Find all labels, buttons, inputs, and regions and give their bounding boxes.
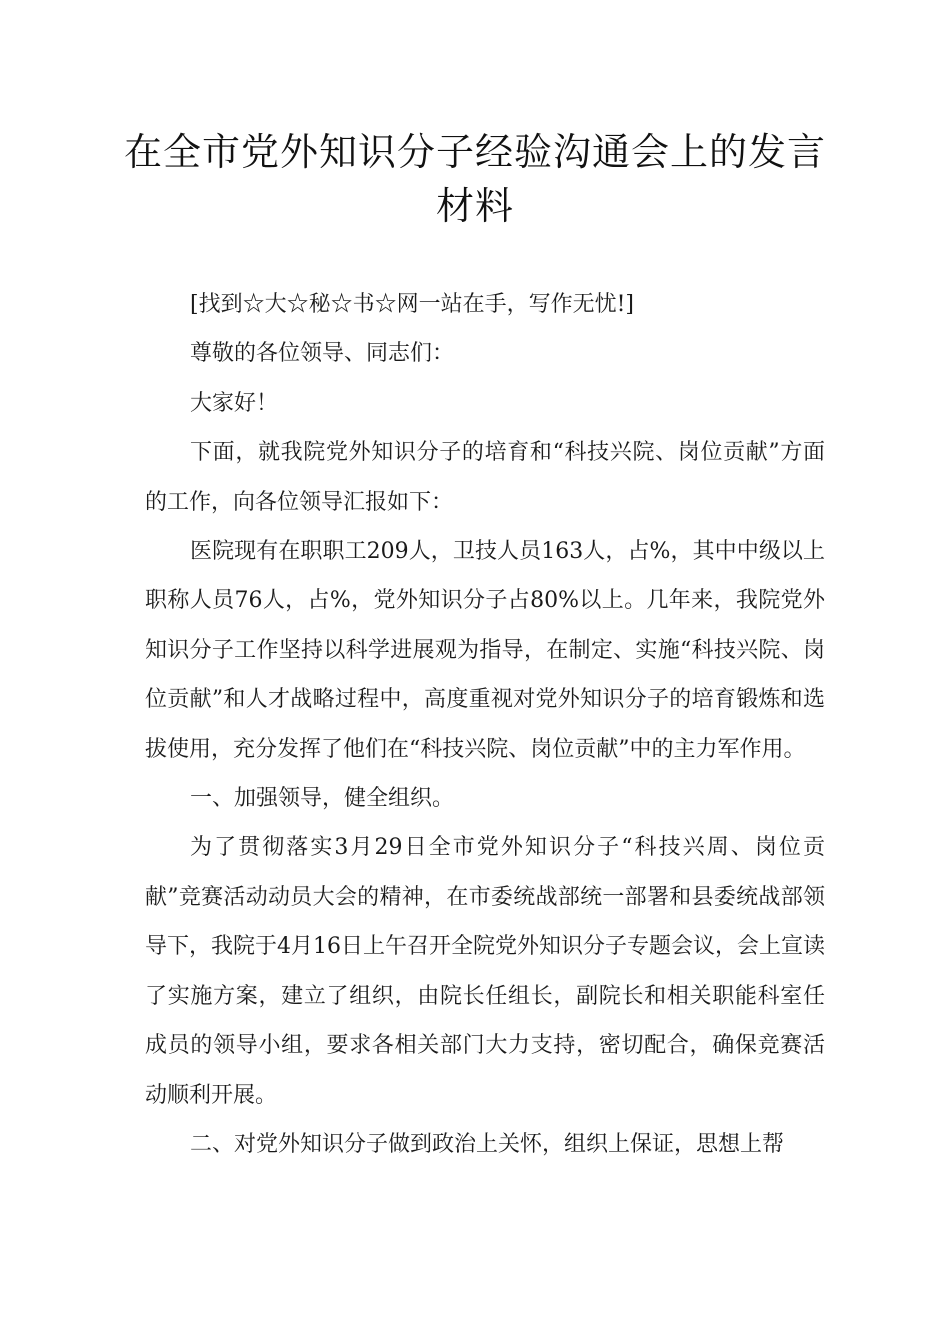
site-banner-paragraph: [找到☆大☆秘☆书☆网一站在手，写作无忧!] (190, 292, 635, 317)
greeting-paragraph: 大家好！ (190, 390, 279, 416)
section-heading-2: 二、对党外知识分子做到政治上关怀，组织上保证，思想上帮 (190, 1131, 785, 1157)
section-1-body-paragraph: 为了贯彻落实3月29日全市党外知识分子“科技兴周、岗位贡献”竞赛活动动员大会的精神，在市委统战部统一部署和县委统战部领导下，我院于4月16日上午召开全院党外知识分子专题会议，会上宣读了实施方案，建立了组织，由院长任组长，副院长和相关职能科室任成员的领导小组，要求各相关部门大力支持，密切配合，确保竞赛活动顺利开展。 (145, 835, 825, 1108)
hospital-overview-paragraph: 医院现有在职职工209人，卫技人员163人，占%，其中中级以上职称人员76人，占%，党外知识分子占80%以上。几年来，我院党外知识分子工作坚持以科学进展观为指导，在制定、实施“科技兴院、岗位贡献”和人才战略过程中，高度重视对党外知识分子的培育锻炼和选拔使用，充分发挥了他们在“科技兴院、岗位贡献”中的主力军作用。 (145, 539, 825, 762)
document-body (145, 280, 825, 1169)
intro-paragraph: 下面，就我院党外知识分子的培育和“科技兴院、岗位贡献”方面的工作，向各位领导汇报如下： (145, 440, 825, 515)
section-heading-1: 一、加强领导，健全组织。 (190, 786, 455, 812)
document-title: 在全市党外知识分子经验沟通会上的发言材料 (123, 130, 826, 228)
salutation-paragraph: 尊敬的各位领导、同志们： (190, 341, 455, 367)
